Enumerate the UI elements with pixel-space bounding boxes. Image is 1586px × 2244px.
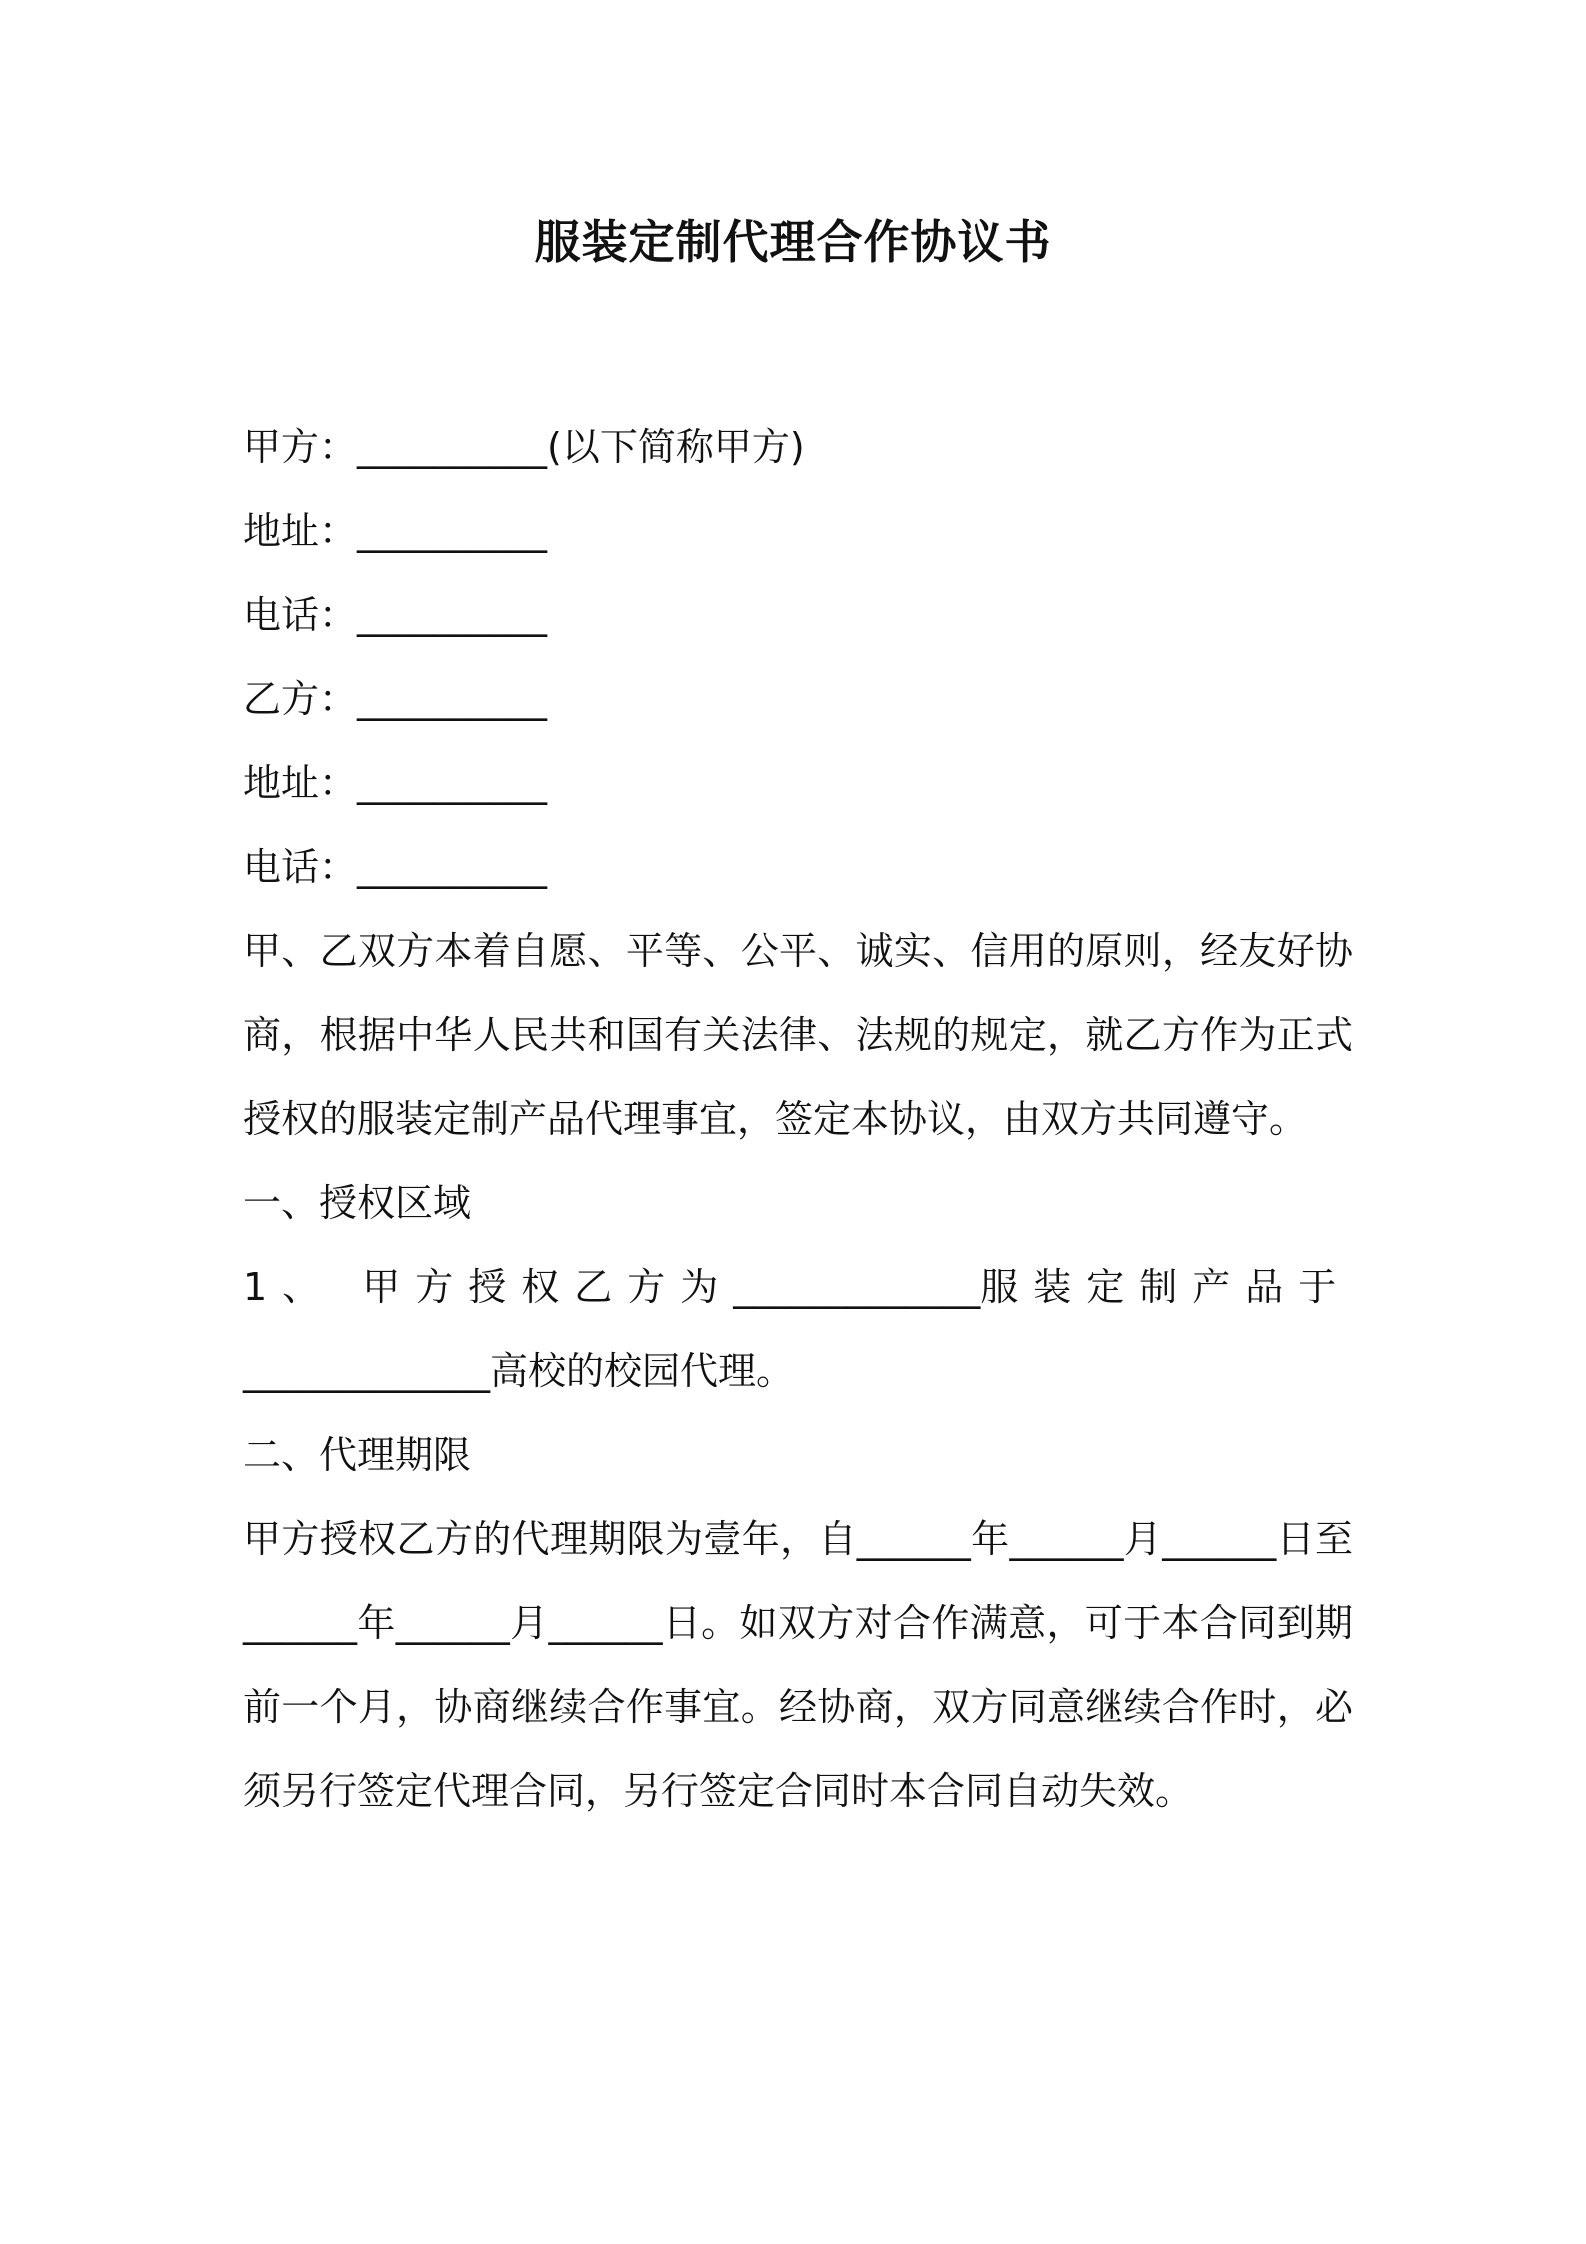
section-1-heading: 一、授权区域 [243,1181,472,1225]
party-b-phone: 电话：__________ [243,845,548,889]
document-body [243,405,1353,1833]
section-1-item-1-continued: _____________高校的校园代理。 [243,1349,795,1393]
document-title: 服装定制代理合作协议书 [534,215,1052,269]
item-1-lead: 1、 甲方授权乙方为 [243,1265,734,1309]
item-1-tail: 服装定制产品于 [980,1265,1352,1309]
item-1-blank: _____________ [733,1265,981,1309]
section-2-heading: 二、代理期限 [243,1433,472,1477]
section-2-paragraph: 甲方授权乙方的代理期限为壹年，自______年______月______日至______年______月______日。如双方对合作满意，可于本合同到期前一个月，协商继续合作事宜。经协商，双方同意继续合作时，必须另行签定代理合同，另行签定合同时本合同自动失效。 [243,1517,1353,1813]
party-b-address: 地址：__________ [243,761,548,805]
party-a-phone: 电话：__________ [243,593,548,637]
preamble-paragraph: 甲、乙双方本着自愿、平等、公平、诚实、信用的原则，经友好协商，根据中华人民共和国有关法律、法规的规定，就乙方作为正式授权的服装定制产品代理事宜，签定本协议，由双方共同遵守。 [243,929,1353,1141]
party-b-name: 乙方：__________ [243,677,548,721]
party-a-address: 地址：__________ [243,509,548,553]
party-a-name: 甲方：__________(以下简称甲方) [243,425,805,469]
section-1-item-1 [243,1245,1353,1329]
